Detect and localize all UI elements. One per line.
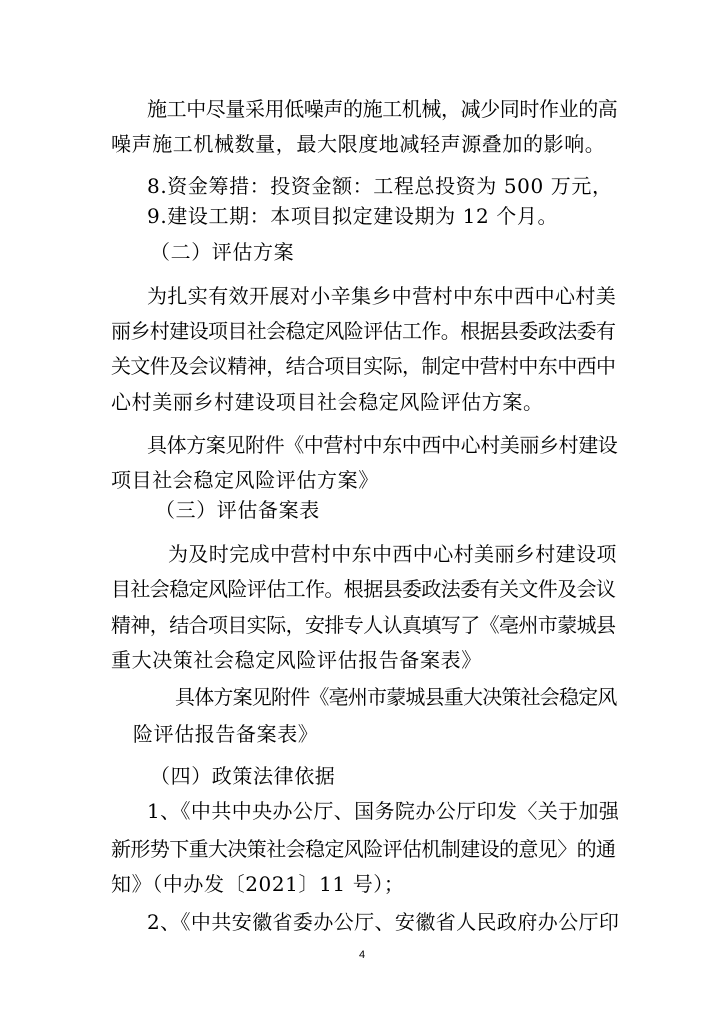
body-line: 为及时完成中营村中东中西中心村美丽乡村建设项 (168, 542, 617, 566)
body-line: 2、《中共安徽省委办公厅、安徽省人民政府办公厅印 (147, 910, 620, 934)
section-heading: （二）评估方案 (150, 240, 295, 264)
body-line: 精神，结合项目实际，安排专人认真填写了《亳州市蒙城县 (111, 613, 616, 637)
body-line: 项目社会稳定风险评估方案》 (111, 468, 379, 492)
body-line: 噪声施工机械数量，最大限度地减轻声源叠加的影响。 (111, 132, 606, 156)
section-heading: （四）政策法律依据 (150, 764, 336, 788)
body-line: 心村美丽乡村建设项目社会稳定风险评估方案。 (111, 390, 544, 414)
body-line: 知》（中办发〔2021〕11 号）； (111, 872, 405, 896)
body-line: 施工中尽量采用低噪声的施工机械，减少同时作业的高 (147, 97, 618, 121)
body-line: 9.建设工期：本项目拟定建设期为 12 个月。 (147, 204, 559, 228)
body-line: 1、《中共中央办公厅、国务院办公厅印发〈关于加强 (147, 799, 620, 823)
body-line: 8.资金筹措：投资金额：工程总投资为 500 万元， (147, 174, 613, 198)
body-line: 具体方案见附件《中营村中东中西中心村美丽乡村建设 (147, 433, 618, 457)
body-line: 具体方案见附件《亳州市蒙城县重大决策社会稳定风 (175, 685, 617, 709)
body-line: 关文件及会议精神，结合项目实际，制定中营村中东中西中 (111, 354, 616, 378)
body-line: 为扎实有效开展对小辛集乡中营村中东中西中心村美 (147, 284, 617, 308)
body-line: 险评估报告备案表》 (133, 722, 319, 746)
body-line: 重大决策社会稳定风险评估报告备案表》 (111, 648, 482, 672)
section-heading: （三）评估备案表 (155, 498, 320, 522)
page-number: 4 (358, 949, 366, 961)
body-line: 目社会稳定风险评估工作。根据县委政法委有关文件及会议 (111, 577, 616, 601)
body-line: 新形势下重大决策社会稳定风险评估机制建设的意见〉的通 (111, 837, 616, 861)
body-line: 丽乡村建设项目社会稳定风险评估工作。根据县委政法委有 (111, 319, 616, 343)
